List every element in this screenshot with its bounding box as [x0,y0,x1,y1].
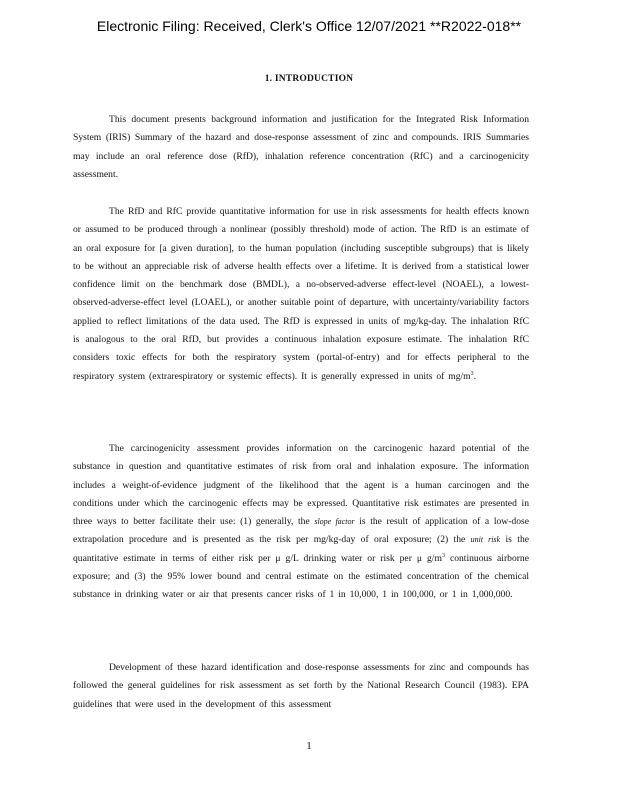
unit-risk-term: unit risk [470,535,501,545]
superscript-3-air: 3 [441,552,445,559]
carcinogenicity-text-b: is the result of application of a low-dose extrapolation procedure and is presented as the risk per mg/kg-day of oral exposure; (2) the [73,516,529,546]
paragraph-rfd-rfc-text: The RfD and RfC provide quantitative information for use in risk assessments for health effects known or assumed to be produced through a nonlinear (possibly threshold) mode of action. The RfD is an estimate of an oral exposure for [a given duration], to the human population (including susceptible subgroups) that is likely to be without an appreciable risk of adverse health effects over a lifetime. It is derived from a statistical lower confidence limit on the benchmark dose (BMDL), a no-observed-adverse effect-level (NOAEL), a lowest-observed-adverse-effect level (LOAEL), or another suitable point of departure, with uncertainty/variability factors applied to reflect limitations of the data used. The RfD is expressed in units of mg/kg-day. The inhalation RfC is analogous to the oral RfD, but provides a continuous inhalation exposure estimate. The inhalation RfC considers toxic effects for both the respiratory system (portal-of-entry) and for effects peripheral to the respiratory system (extrarespiratory or systemic effects). It is generally expressed in units of mg/m [73,206,529,382]
slope-factor-term: slope factor [314,517,355,527]
carcinogenicity-text-c: is the quantitative estimate in terms of either risk per μ g/L drinking water or risk per μ g/m [73,534,529,564]
page-number: 1 [306,740,312,752]
paragraph-intro: This document presents background information and justification for the Integrated Risk Information System (IRIS) Summary of the hazard and dose-response assessment of zinc and compounds. IRIS Summaries may include an oral reference dose (RfD), inhalation reference concentration (RfC) and a carcinogenicity assessment. [73,114,529,180]
superscript-3: 3 [470,370,474,377]
section-heading: 1. INTRODUCTION [264,74,354,84]
electronic-filing-header: Electronic Filing: Received, Clerk's Office 12/07/2021 **R2022-018** [96,18,522,34]
carcinogenicity-text-d: continuous airborne exposure; and (3) the 95% lower bound and central estimate on the estimated concentration of the chemical substance in drinking water or air that presents cancer risks of 1 in 10,000, 1 in 100,000, or 1 in 1,000,000. [73,552,529,601]
paragraph-rfd-rfc [73,203,529,386]
paragraph-rfd-rfc-end: . [473,370,477,382]
paragraph-carcinogenicity [73,440,529,605]
paragraph-development: Development of these hazard identification and dose-response assessments for zinc and compounds has followed the general guidelines for risk assessment as set forth by the National Research Council (1983). EPA guidelines that were used in the development of this assessment [73,662,529,710]
carcinogenicity-text-a: The carcinogenicity assessment provides information on the carcinogenic hazard potential of the substance in question and quantitative estimates of risk from oral and inhalation exposure. The information includes a weight-of-evidence judgment of the likelihood that the agent is a human carcinogen and the conditions under which the carcinogenic effects may be expressed. Quantitative risk estimates are presented in three ways to better facilitate their use: (1) generally, the [73,443,529,528]
